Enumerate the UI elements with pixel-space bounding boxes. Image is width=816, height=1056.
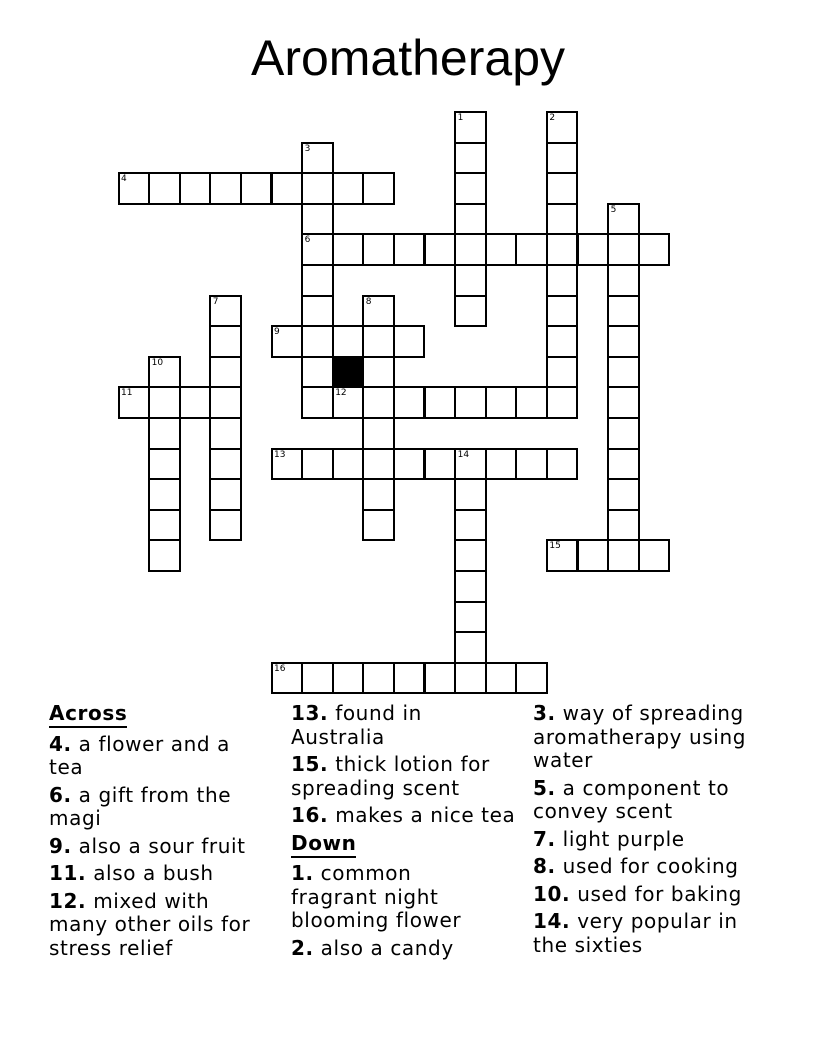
grid-cell[interactable]: [301, 295, 334, 328]
grid-cell[interactable]: [607, 417, 640, 450]
grid-cell[interactable]: [209, 478, 242, 511]
grid-cell[interactable]: [362, 662, 395, 695]
grid-cell[interactable]: [393, 662, 426, 695]
grid-cell[interactable]: [485, 662, 518, 695]
grid-number-11: 11: [121, 388, 133, 399]
grid-cell[interactable]: [362, 478, 395, 511]
grid-cell[interactable]: [362, 417, 395, 450]
grid-cell[interactable]: [148, 448, 181, 481]
grid-cell[interactable]: [301, 356, 334, 389]
clue-12: 12. mixed with many other oils for stress relief: [49, 888, 251, 960]
grid-cell[interactable]: [454, 570, 487, 603]
grid-cell[interactable]: [332, 325, 365, 358]
grid-cell[interactable]: [546, 233, 579, 266]
grid-cell[interactable]: [638, 233, 671, 266]
grid-cell[interactable]: [607, 539, 640, 572]
grid-cell[interactable]: [148, 539, 181, 572]
grid-cell[interactable]: [607, 325, 640, 358]
grid-cell[interactable]: [209, 417, 242, 450]
grid-cell[interactable]: [301, 386, 334, 419]
clue-column-3: [533, 702, 746, 961]
clue-number: 15.: [291, 752, 329, 776]
grid-cell[interactable]: [301, 448, 334, 481]
grid-number-16: 16: [274, 663, 286, 674]
clue-9: 9. also a sour fruit: [49, 833, 246, 858]
grid-cell[interactable]: [546, 203, 579, 236]
clue-10: 10. used for baking: [533, 881, 742, 906]
grid-cell[interactable]: [607, 478, 640, 511]
grid-number-3: 3: [304, 143, 311, 154]
grid-cell[interactable]: [179, 172, 212, 205]
grid-cell[interactable]: [546, 295, 579, 328]
grid-cell[interactable]: [301, 172, 334, 205]
grid-number-4: 4: [121, 174, 127, 185]
grid-cell[interactable]: [577, 233, 610, 266]
grid-cell[interactable]: [209, 386, 242, 419]
grid-cell[interactable]: [577, 539, 610, 572]
clue-6: 6. a gift from the magi: [49, 782, 232, 830]
grid-cell[interactable]: [607, 509, 640, 542]
grid-cell[interactable]: [546, 386, 579, 419]
grid-cell[interactable]: [515, 448, 548, 481]
grid-cell[interactable]: [362, 509, 395, 542]
grid-cell[interactable]: [362, 386, 395, 419]
grid-cell[interactable]: [607, 233, 640, 266]
grid-cell[interactable]: [454, 142, 487, 175]
grid-cell[interactable]: [332, 448, 365, 481]
grid-cell[interactable]: [454, 203, 487, 236]
grid-cell[interactable]: [362, 325, 395, 358]
clue-15: 15. thick lotion for spreading scent: [291, 752, 490, 800]
grid-cell[interactable]: [485, 386, 518, 419]
clue-number: 9.: [49, 833, 72, 858]
clue-number: 13.: [291, 701, 329, 725]
grid-cell[interactable]: [454, 631, 487, 664]
grid-cell[interactable]: [607, 448, 640, 481]
grid-cell[interactable]: [485, 448, 518, 481]
grid-cell[interactable]: [332, 662, 365, 695]
grid-cell[interactable]: [546, 142, 579, 175]
clue-number: 16.: [291, 803, 329, 827]
clue-4: 4. a flower and a tea: [49, 731, 231, 779]
grid-number-12: 12: [335, 388, 347, 399]
grid-number-2: 2: [549, 113, 556, 123]
down-heading-row: [291, 832, 515, 856]
clue-11: 11. also a bush: [49, 861, 214, 885]
grid-number-8: 8: [365, 296, 372, 307]
grid-cell[interactable]: [393, 233, 426, 266]
across-heading-row: [49, 702, 250, 726]
clue-number: 8.: [533, 854, 556, 878]
grid-cell[interactable]: [148, 172, 181, 205]
grid-cell[interactable]: [546, 448, 579, 481]
grid-number-10: 10: [151, 357, 164, 368]
grid-cell[interactable]: [148, 478, 181, 511]
grid-cell[interactable]: [515, 386, 548, 419]
clue-14: 14. very popular in the sixties: [533, 909, 738, 957]
clue-8: 8. used for cooking: [533, 854, 739, 878]
clue-number: 12.: [49, 888, 87, 913]
grid-cell[interactable]: [424, 448, 457, 481]
clue-16: 16. makes a nice tea: [291, 803, 516, 827]
grid-cell[interactable]: [301, 662, 334, 695]
clue-2: 2. also a candy: [291, 935, 454, 960]
grid-cell[interactable]: [424, 662, 457, 695]
grid-cell[interactable]: [393, 325, 426, 358]
grid-cell[interactable]: [454, 233, 487, 266]
grid-number-1: 1: [457, 113, 464, 123]
grid-cell[interactable]: [209, 509, 242, 542]
grid-cell[interactable]: [362, 448, 395, 481]
grid-number-6: 6: [304, 235, 311, 246]
grid-number-7: 7: [212, 296, 219, 307]
down-heading: Down: [291, 831, 356, 858]
grid-cell[interactable]: [271, 172, 304, 205]
grid-cell[interactable]: [454, 264, 487, 297]
clue-number: 7.: [533, 826, 556, 851]
clue-number: 3.: [533, 701, 556, 725]
clue-3: 3. way of spreading aromatherapy using water: [533, 701, 747, 772]
grid-cell[interactable]: [179, 386, 212, 419]
grid-cell[interactable]: [148, 386, 181, 419]
grid-cell[interactable]: [209, 448, 242, 481]
clue-column-1: [49, 702, 250, 964]
clue-number: 1.: [291, 861, 314, 885]
grid-cell[interactable]: [209, 325, 242, 358]
grid-cell[interactable]: [424, 386, 457, 419]
grid-cell[interactable]: [546, 356, 579, 389]
grid-cell[interactable]: [454, 509, 487, 542]
grid-cell[interactable]: [546, 264, 579, 297]
grid-number-9: 9: [274, 327, 280, 338]
grid-cell[interactable]: [546, 172, 579, 205]
clue-number: 2.: [291, 935, 314, 960]
grid-cell[interactable]: [454, 172, 487, 205]
clue-number: 5.: [533, 775, 556, 800]
grid-cell[interactable]: [607, 295, 640, 328]
grid-cell[interactable]: [607, 264, 640, 297]
grid-cell[interactable]: [148, 417, 181, 450]
clue-13: 13. found in Australia: [291, 701, 422, 749]
grid-cell[interactable]: [515, 662, 548, 695]
grid-number-5: 5: [610, 204, 617, 215]
grid-cell[interactable]: [424, 233, 457, 266]
clue-1: 1. common fragrant night blooming flower: [291, 861, 462, 932]
grid-cell[interactable]: [148, 509, 181, 542]
grid-number-15: 15: [549, 541, 561, 552]
grid-cell[interactable]: [362, 172, 395, 205]
grid-cell[interactable]: [301, 325, 334, 358]
grid-cell[interactable]: [332, 233, 365, 266]
grid-cell[interactable]: [515, 233, 548, 266]
grid-number-14: 14: [457, 449, 470, 460]
clue-number: 4.: [49, 731, 72, 756]
grid-cell[interactable]: [454, 601, 487, 634]
grid-cell[interactable]: [485, 233, 518, 266]
clue-number: 11.: [49, 861, 87, 885]
grid-cell[interactable]: [209, 356, 242, 389]
grid-cell[interactable]: [393, 386, 426, 419]
clue-number: 6.: [49, 782, 72, 807]
clue-number: 14.: [533, 909, 571, 933]
grid-cell[interactable]: [454, 478, 487, 511]
grid-cell[interactable]: [301, 264, 334, 297]
blocked-cell: [332, 356, 365, 389]
grid-cell[interactable]: [454, 539, 487, 572]
grid-cell[interactable]: [454, 295, 487, 328]
grid-cell[interactable]: [332, 172, 365, 205]
clue-column-2: [291, 702, 515, 964]
grid-cell[interactable]: [301, 203, 334, 236]
grid-cell[interactable]: [362, 233, 395, 266]
grid-cell[interactable]: [454, 386, 487, 419]
grid-number-13: 13: [274, 449, 286, 460]
grid-cell[interactable]: [607, 386, 640, 419]
grid-cell[interactable]: [393, 448, 426, 481]
puzzle-title: Aromatherapy: [250, 30, 566, 86]
grid-cell[interactable]: [546, 325, 579, 358]
grid-cell[interactable]: [454, 662, 487, 695]
grid-cell[interactable]: [638, 539, 671, 572]
clue-7: 7. light purple: [533, 826, 685, 851]
grid-cell[interactable]: [209, 172, 242, 205]
grid-cell[interactable]: [240, 172, 273, 205]
grid-cell[interactable]: [362, 356, 395, 389]
clue-5: 5. a component to convey scent: [533, 775, 730, 823]
grid-cell[interactable]: [607, 356, 640, 389]
across-heading: Across: [49, 701, 127, 728]
clue-number: 10.: [533, 881, 571, 906]
